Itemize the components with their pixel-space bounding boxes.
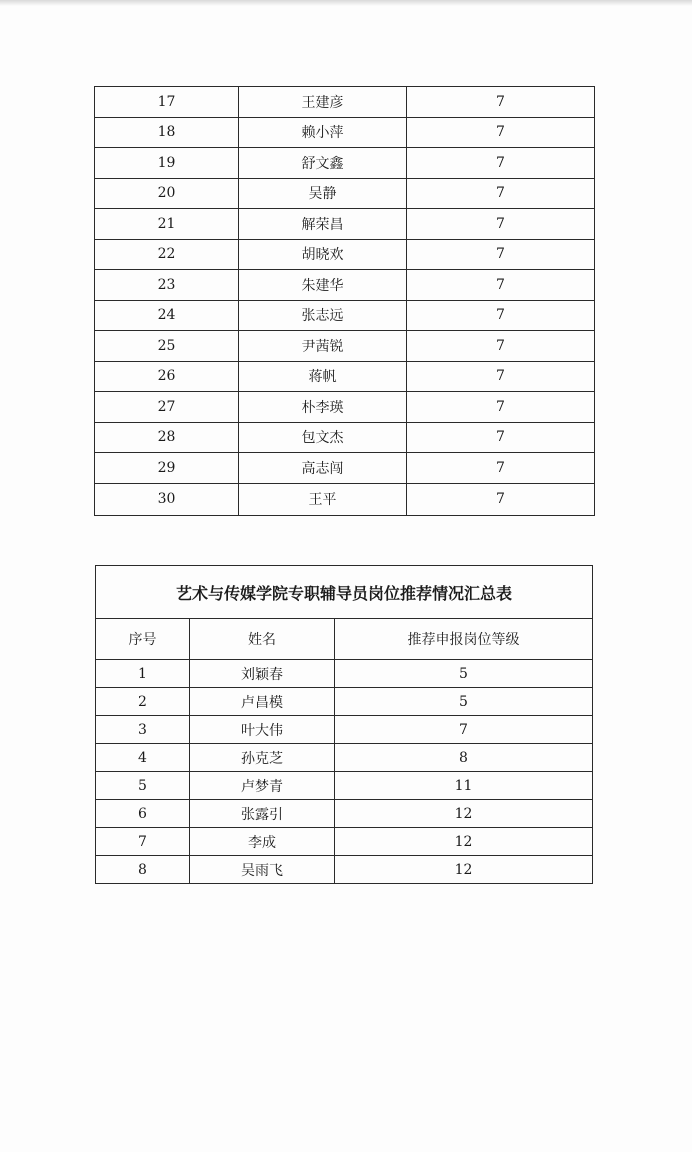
table-row [96, 716, 593, 744]
table-row [96, 828, 593, 856]
row-number: 17 [95, 87, 239, 118]
table-row [95, 270, 595, 301]
row-name: 王平 [239, 483, 407, 515]
row-name: 叶大伟 [190, 716, 335, 744]
row-grade: 7 [407, 117, 595, 148]
row-grade: 12 [335, 828, 593, 856]
row-name: 张志远 [239, 300, 407, 331]
table-row [95, 483, 595, 515]
row-number: 5 [96, 772, 190, 800]
table-row [95, 178, 595, 209]
table-row [95, 422, 595, 453]
row-number: 26 [95, 361, 239, 392]
table-row [95, 117, 595, 148]
header-name: 姓名 [190, 619, 335, 660]
row-number: 2 [96, 688, 190, 716]
table-row [96, 800, 593, 828]
row-name: 胡晓欢 [239, 239, 407, 270]
table-row [95, 361, 595, 392]
row-number: 28 [95, 422, 239, 453]
row-grade: 11 [335, 772, 593, 800]
row-grade: 5 [335, 688, 593, 716]
row-grade: 7 [407, 392, 595, 423]
row-name: 张露引 [190, 800, 335, 828]
header-number: 序号 [96, 619, 190, 660]
row-grade: 8 [335, 744, 593, 772]
row-grade: 7 [407, 331, 595, 362]
row-name: 孙克芝 [190, 744, 335, 772]
row-number: 8 [96, 856, 190, 884]
row-grade: 5 [335, 660, 593, 688]
summary-table [95, 565, 593, 884]
row-name: 卢梦青 [190, 772, 335, 800]
row-grade: 7 [407, 178, 595, 209]
row-name: 舒文鑫 [239, 148, 407, 179]
row-name: 朱建华 [239, 270, 407, 301]
table-row [96, 856, 593, 884]
row-number: 24 [95, 300, 239, 331]
row-name: 朴李瑛 [239, 392, 407, 423]
table-row [96, 772, 593, 800]
row-number: 30 [95, 483, 239, 515]
header-grade: 推荐申报岗位等级 [335, 619, 593, 660]
row-number: 18 [95, 117, 239, 148]
row-grade: 7 [335, 716, 593, 744]
row-name: 尹茜锐 [239, 331, 407, 362]
row-name: 解荣昌 [239, 209, 407, 240]
row-grade: 7 [407, 453, 595, 484]
row-number: 3 [96, 716, 190, 744]
row-number: 25 [95, 331, 239, 362]
row-name: 李成 [190, 828, 335, 856]
table-row [95, 453, 595, 484]
row-number: 29 [95, 453, 239, 484]
row-grade: 12 [335, 800, 593, 828]
row-number: 27 [95, 392, 239, 423]
row-number: 4 [96, 744, 190, 772]
recommendation-table-continued [94, 86, 595, 516]
table-row [95, 392, 595, 423]
table-row [95, 87, 595, 118]
row-grade: 7 [407, 300, 595, 331]
scan-edge [0, 0, 692, 6]
table-row [95, 300, 595, 331]
table-row [95, 331, 595, 362]
table-title: 艺术与传媒学院专职辅导员岗位推荐情况汇总表 [96, 566, 593, 619]
row-grade: 7 [407, 422, 595, 453]
row-grade: 7 [407, 87, 595, 118]
row-name: 包文杰 [239, 422, 407, 453]
table-row [95, 209, 595, 240]
row-grade: 7 [407, 148, 595, 179]
row-grade: 7 [407, 270, 595, 301]
row-name: 刘颖春 [190, 660, 335, 688]
row-number: 22 [95, 239, 239, 270]
row-number: 23 [95, 270, 239, 301]
row-number: 19 [95, 148, 239, 179]
row-grade: 7 [407, 361, 595, 392]
row-name: 赖小萍 [239, 117, 407, 148]
table-row [95, 239, 595, 270]
table-row [96, 688, 593, 716]
row-number: 21 [95, 209, 239, 240]
row-name: 吴静 [239, 178, 407, 209]
row-name: 吴雨飞 [190, 856, 335, 884]
row-number: 6 [96, 800, 190, 828]
row-grade: 12 [335, 856, 593, 884]
table-row [96, 660, 593, 688]
row-name: 蒋帆 [239, 361, 407, 392]
row-grade: 7 [407, 483, 595, 515]
row-name: 王建彦 [239, 87, 407, 118]
row-number: 20 [95, 178, 239, 209]
row-name: 卢昌模 [190, 688, 335, 716]
table-header-row [96, 619, 593, 660]
table-row [96, 744, 593, 772]
table-row [95, 148, 595, 179]
row-name: 高志闯 [239, 453, 407, 484]
row-number: 7 [96, 828, 190, 856]
row-number: 1 [96, 660, 190, 688]
row-grade: 7 [407, 239, 595, 270]
row-grade: 7 [407, 209, 595, 240]
